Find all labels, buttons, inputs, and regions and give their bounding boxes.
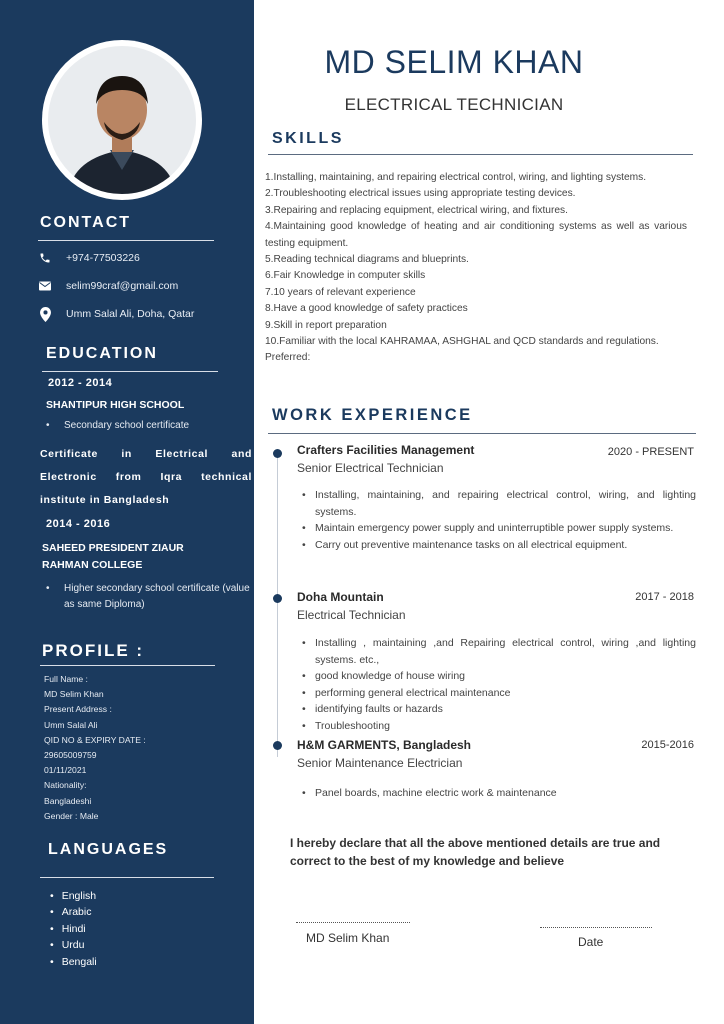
duty-item: • Installing, maintaining, and repairing electrical control, wiring, and lighting systems. — [300, 487, 696, 520]
candidate-title: ELECTRICAL TECHNICIAN — [344, 95, 564, 114]
declaration-text: I hereby declare that all the above mentioned details are true and correct to the best of my knowledge and believe — [290, 836, 661, 868]
job-role-1: Senior Electrical Technician — [297, 461, 444, 475]
contact-address-text: Umm Salal Ali, Doha, Qatar — [66, 308, 195, 320]
language-item: • Bengali — [50, 954, 97, 970]
contact-heading: CONTACT — [40, 214, 132, 231]
skill-item: 1.Installing, maintaining, and repairing electrical control, wiring, and lighting systems. — [265, 172, 647, 183]
language-item: • English — [50, 888, 97, 904]
duty-item: • Carry out preventive maintenance tasks on all electrical equipment. — [300, 537, 696, 554]
skill-item: 7.10 years of relevant experience — [265, 286, 416, 298]
contact-phone — [38, 251, 140, 265]
profile-heading: PROFILE : — [42, 641, 145, 660]
duty-item: • Troubleshooting — [300, 718, 696, 735]
language-item: • Arabic — [50, 904, 97, 920]
profile-line: Present Address : — [44, 704, 112, 715]
skill-item: 2.Troubleshooting electrical issues using appropriate testing devices. — [265, 188, 576, 200]
duty-item: • Panel boards, machine electric work & maintenance — [300, 785, 696, 802]
education-divider — [42, 371, 218, 372]
job-role-2: Electrical Technician — [297, 608, 406, 622]
profile-line: Bangladeshi — [44, 795, 92, 806]
job-dates-3: 2015-2016 — [641, 739, 694, 751]
skill-item: 4.Maintaining good knowledge of heating and air conditioning systems as well as various testing equipment. — [265, 221, 687, 249]
profile-photo — [42, 40, 202, 200]
work-divider — [268, 433, 696, 434]
profile-line: Umm Salal Ali — [44, 719, 98, 730]
profile-line: Full Name : — [44, 674, 88, 684]
job-duties-1 — [300, 487, 696, 553]
skills-divider — [268, 154, 693, 155]
timeline-dot — [273, 741, 282, 750]
skill-item: 6.Fair Knowledge in computer skills — [265, 270, 426, 282]
profile-divider — [40, 665, 215, 666]
languages-list — [50, 888, 97, 970]
duty-item: • Maintain emergency power supply and uninterruptible power supply systems. — [300, 520, 696, 537]
job-company-3: H&M GARMENTS, Bangladesh — [297, 738, 472, 752]
contact-email — [38, 279, 178, 293]
languages-heading: LANGUAGES — [48, 841, 169, 858]
contact-address — [38, 307, 194, 321]
duty-item: • identifying faults or hazards — [300, 701, 696, 718]
location-pin-icon — [38, 307, 52, 321]
duty-item: • performing general electrical maintenance — [300, 685, 696, 702]
contact-email-text[interactable]: selim99craf@gmail.com — [66, 280, 179, 292]
profile-line: 29605009759 — [44, 750, 97, 761]
education-school-2: SAHEED PRESIDENT ZIAUR RAHMAN COLLEGE — [42, 542, 184, 571]
skill-item: 10.Familiar with the local KAHRAMAA, ASHGHAL and QCD standards and regulations. — [265, 336, 659, 348]
job-dates-2: 2017 - 2018 — [635, 591, 694, 603]
signature-line — [296, 922, 410, 923]
timeline-dot — [273, 594, 282, 603]
job-role-3: Senior Maintenance Electrician — [297, 756, 463, 770]
profile-line: 01/11/2021 — [44, 765, 87, 776]
skills-list — [265, 170, 687, 367]
education-detail-1: • Secondary school certificate — [50, 418, 250, 434]
work-heading: WORK EXPERIENCE — [272, 406, 473, 424]
skills-heading: SKILLS — [272, 130, 344, 147]
profile-line: QID NO & EXPIRY DATE : — [44, 734, 146, 745]
job-duties-3 — [300, 785, 696, 802]
job-dates-1: 2020 - PRESENT — [607, 446, 694, 458]
profile-line: MD Selim Khan — [44, 689, 104, 700]
sidebar — [0, 0, 254, 1024]
job-company-1: Crafters Facilities Management — [297, 443, 475, 457]
contact-phone-text: +974-77503226 — [66, 252, 140, 264]
education-heading: EDUCATION — [46, 345, 158, 362]
skill-item: 9.Skill in report preparation — [265, 319, 387, 331]
profile-line: Gender : Male — [44, 810, 99, 821]
skill-item: Preferred: — [265, 352, 311, 364]
skill-item: 3.Repairing and replacing equipment, electrical wiring, and fixtures. — [265, 204, 568, 216]
signature-name: MD Selim Khan — [306, 931, 390, 945]
skill-item: 5.Reading technical diagrams and blueprints. — [265, 254, 469, 266]
education-school-1: SHANTIPUR HIGH SCHOOL — [46, 399, 185, 411]
education-certificate: Certificate in Electrical and Electronic from Iqra technical institute in Bangladesh — [40, 448, 252, 506]
date-label: Date — [578, 935, 604, 949]
languages-divider — [40, 877, 214, 878]
job-company-2: Doha Mountain — [297, 590, 384, 604]
education-detail-2: • Higher secondary school certificate (value as same Diploma) — [50, 581, 254, 613]
timeline-dot — [273, 449, 282, 458]
language-item: • Urdu — [50, 937, 97, 953]
education-years-2: 2014 - 2016 — [46, 518, 111, 530]
timeline-line — [277, 452, 278, 757]
candidate-name: MD SELIM KHAN — [324, 44, 584, 80]
date-line — [540, 927, 652, 928]
profile-line: Nationality: — [44, 780, 87, 791]
duty-item: • Installing , maintaining ,and Repairing electrical control, wiring ,and lighting systems. etc., — [300, 635, 696, 668]
language-item: • Hindi — [50, 921, 97, 937]
contact-divider — [38, 240, 214, 241]
avatar — [48, 46, 196, 194]
skill-item: 8.Have a good knowledge of safety practices — [265, 303, 468, 315]
profile-details — [44, 672, 146, 824]
duty-item: • good knowledge of house wiring — [300, 668, 696, 685]
envelope-icon — [38, 279, 52, 293]
phone-icon — [38, 251, 52, 265]
education-years-1: 2012 - 2014 — [48, 377, 113, 389]
job-duties-2 — [300, 635, 696, 734]
